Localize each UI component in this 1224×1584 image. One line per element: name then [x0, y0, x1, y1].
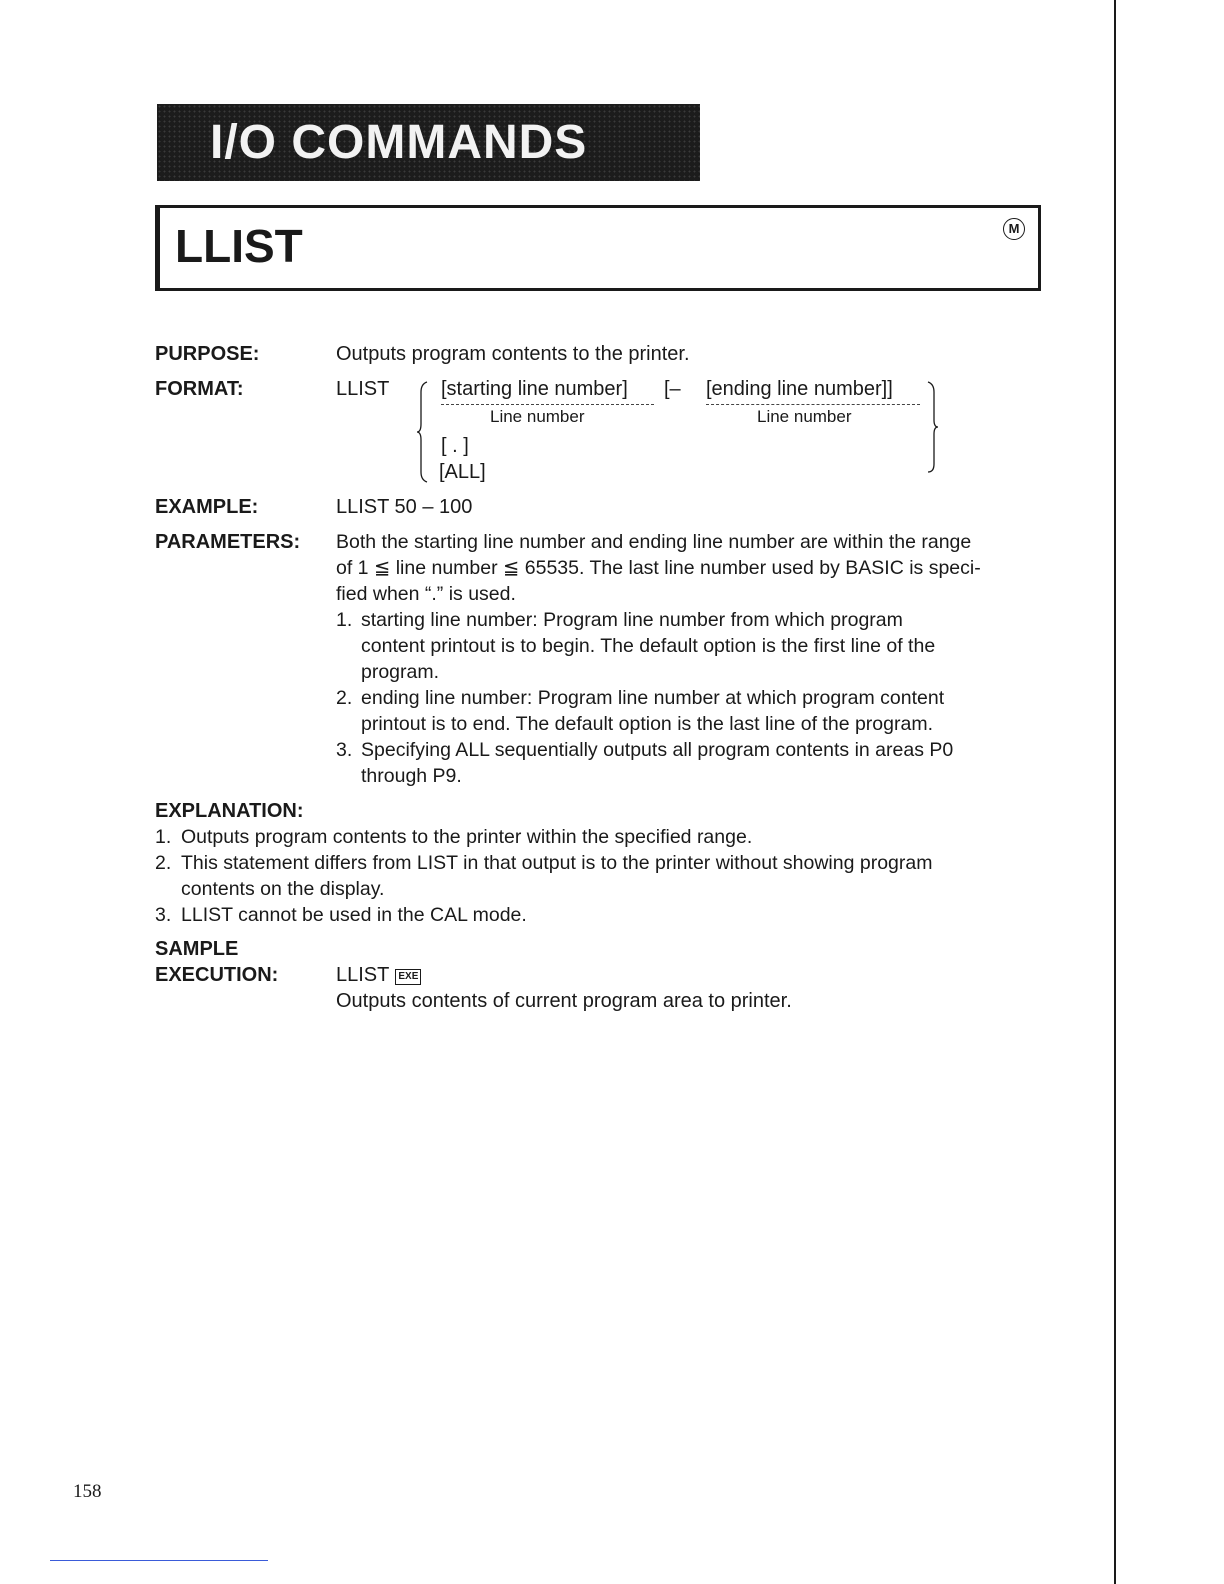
parameter-item-line: printout is to end. The default option is the last line of the program. [361, 713, 933, 735]
parameter-item-line: through P9. [361, 765, 462, 787]
page-number: 158 [73, 1481, 102, 1502]
execution-label: EXECUTION: [155, 964, 279, 986]
format-label: FORMAT: [155, 378, 244, 400]
parameters-intro-line: Both the starting line number and ending line number are within the range [336, 531, 972, 553]
explanation-item-number: 1. [155, 826, 172, 848]
explanation-item-line: LLIST cannot be used in the CAL mode. [181, 904, 527, 926]
format-start-arg: [starting line number] [441, 378, 628, 400]
parameter-item-line: program. [361, 661, 440, 683]
parameter-item-line: starting line number: Program line number from which program [361, 609, 903, 631]
explanation-label: EXPLANATION: [155, 800, 304, 822]
parameter-item-line: ending line number: Program line number at which program content [361, 687, 945, 709]
mode-badge-icon: M [1003, 218, 1025, 240]
sample-label: SAMPLE [155, 938, 239, 960]
explanation-item-number: 2. [155, 852, 172, 874]
bottom-edge-rule [50, 1560, 268, 1561]
parameters-intro-line: fied when “.” is used. [336, 583, 516, 605]
format-end-arg: [ending line number]] [706, 378, 893, 400]
parameter-item-number: 2. [336, 687, 353, 709]
format-dot-option: [ . ] [441, 435, 469, 457]
purpose-label: PURPOSE: [155, 343, 260, 365]
end-arg-underline [706, 404, 920, 405]
section-title: I/O COMMANDS [210, 116, 588, 169]
sample-command-text: LLIST [336, 964, 390, 986]
sample-result: Outputs contents of current program area to printer. [336, 990, 792, 1012]
sample-command [336, 962, 421, 988]
format-dash: [– [664, 378, 681, 400]
example-label: EXAMPLE: [155, 496, 259, 518]
exe-key-icon: EXE [395, 969, 421, 985]
start-arg-underline [441, 404, 654, 405]
example-text: LLIST 50 – 100 [336, 496, 473, 518]
parameter-item-number: 3. [336, 739, 353, 761]
parameter-item-number: 1. [336, 609, 353, 631]
explanation-item-line: contents on the display. [181, 878, 385, 900]
explanation-item-line: Outputs program contents to the printer within the specified range. [181, 826, 753, 848]
explanation-item-line: This statement differs from LIST in that output is to the printer without showing program [181, 852, 933, 874]
command-title: LLIST [175, 220, 303, 272]
explanation-item-number: 3. [155, 904, 172, 926]
parameters-label: PARAMETERS: [155, 531, 301, 553]
page-edge-rule [1114, 0, 1116, 1584]
parameters-intro-line: of 1 ≦ line number ≦ 65535. The last line number used by BASIC is speci- [336, 557, 981, 579]
left-brace-icon [416, 380, 430, 484]
parameter-item-line: Specifying ALL sequentially outputs all program contents in areas P0 [361, 739, 954, 761]
right-brace-icon [926, 380, 940, 474]
format-all-option: [ALL] [439, 461, 486, 483]
end-arg-subscript: Line number [757, 407, 852, 426]
start-arg-subscript: Line number [490, 407, 585, 426]
purpose-text: Outputs program contents to the printer. [336, 343, 690, 365]
format-keyword: LLIST [336, 378, 390, 400]
parameter-item-line: content printout is to begin. The default option is the first line of the [361, 635, 936, 657]
